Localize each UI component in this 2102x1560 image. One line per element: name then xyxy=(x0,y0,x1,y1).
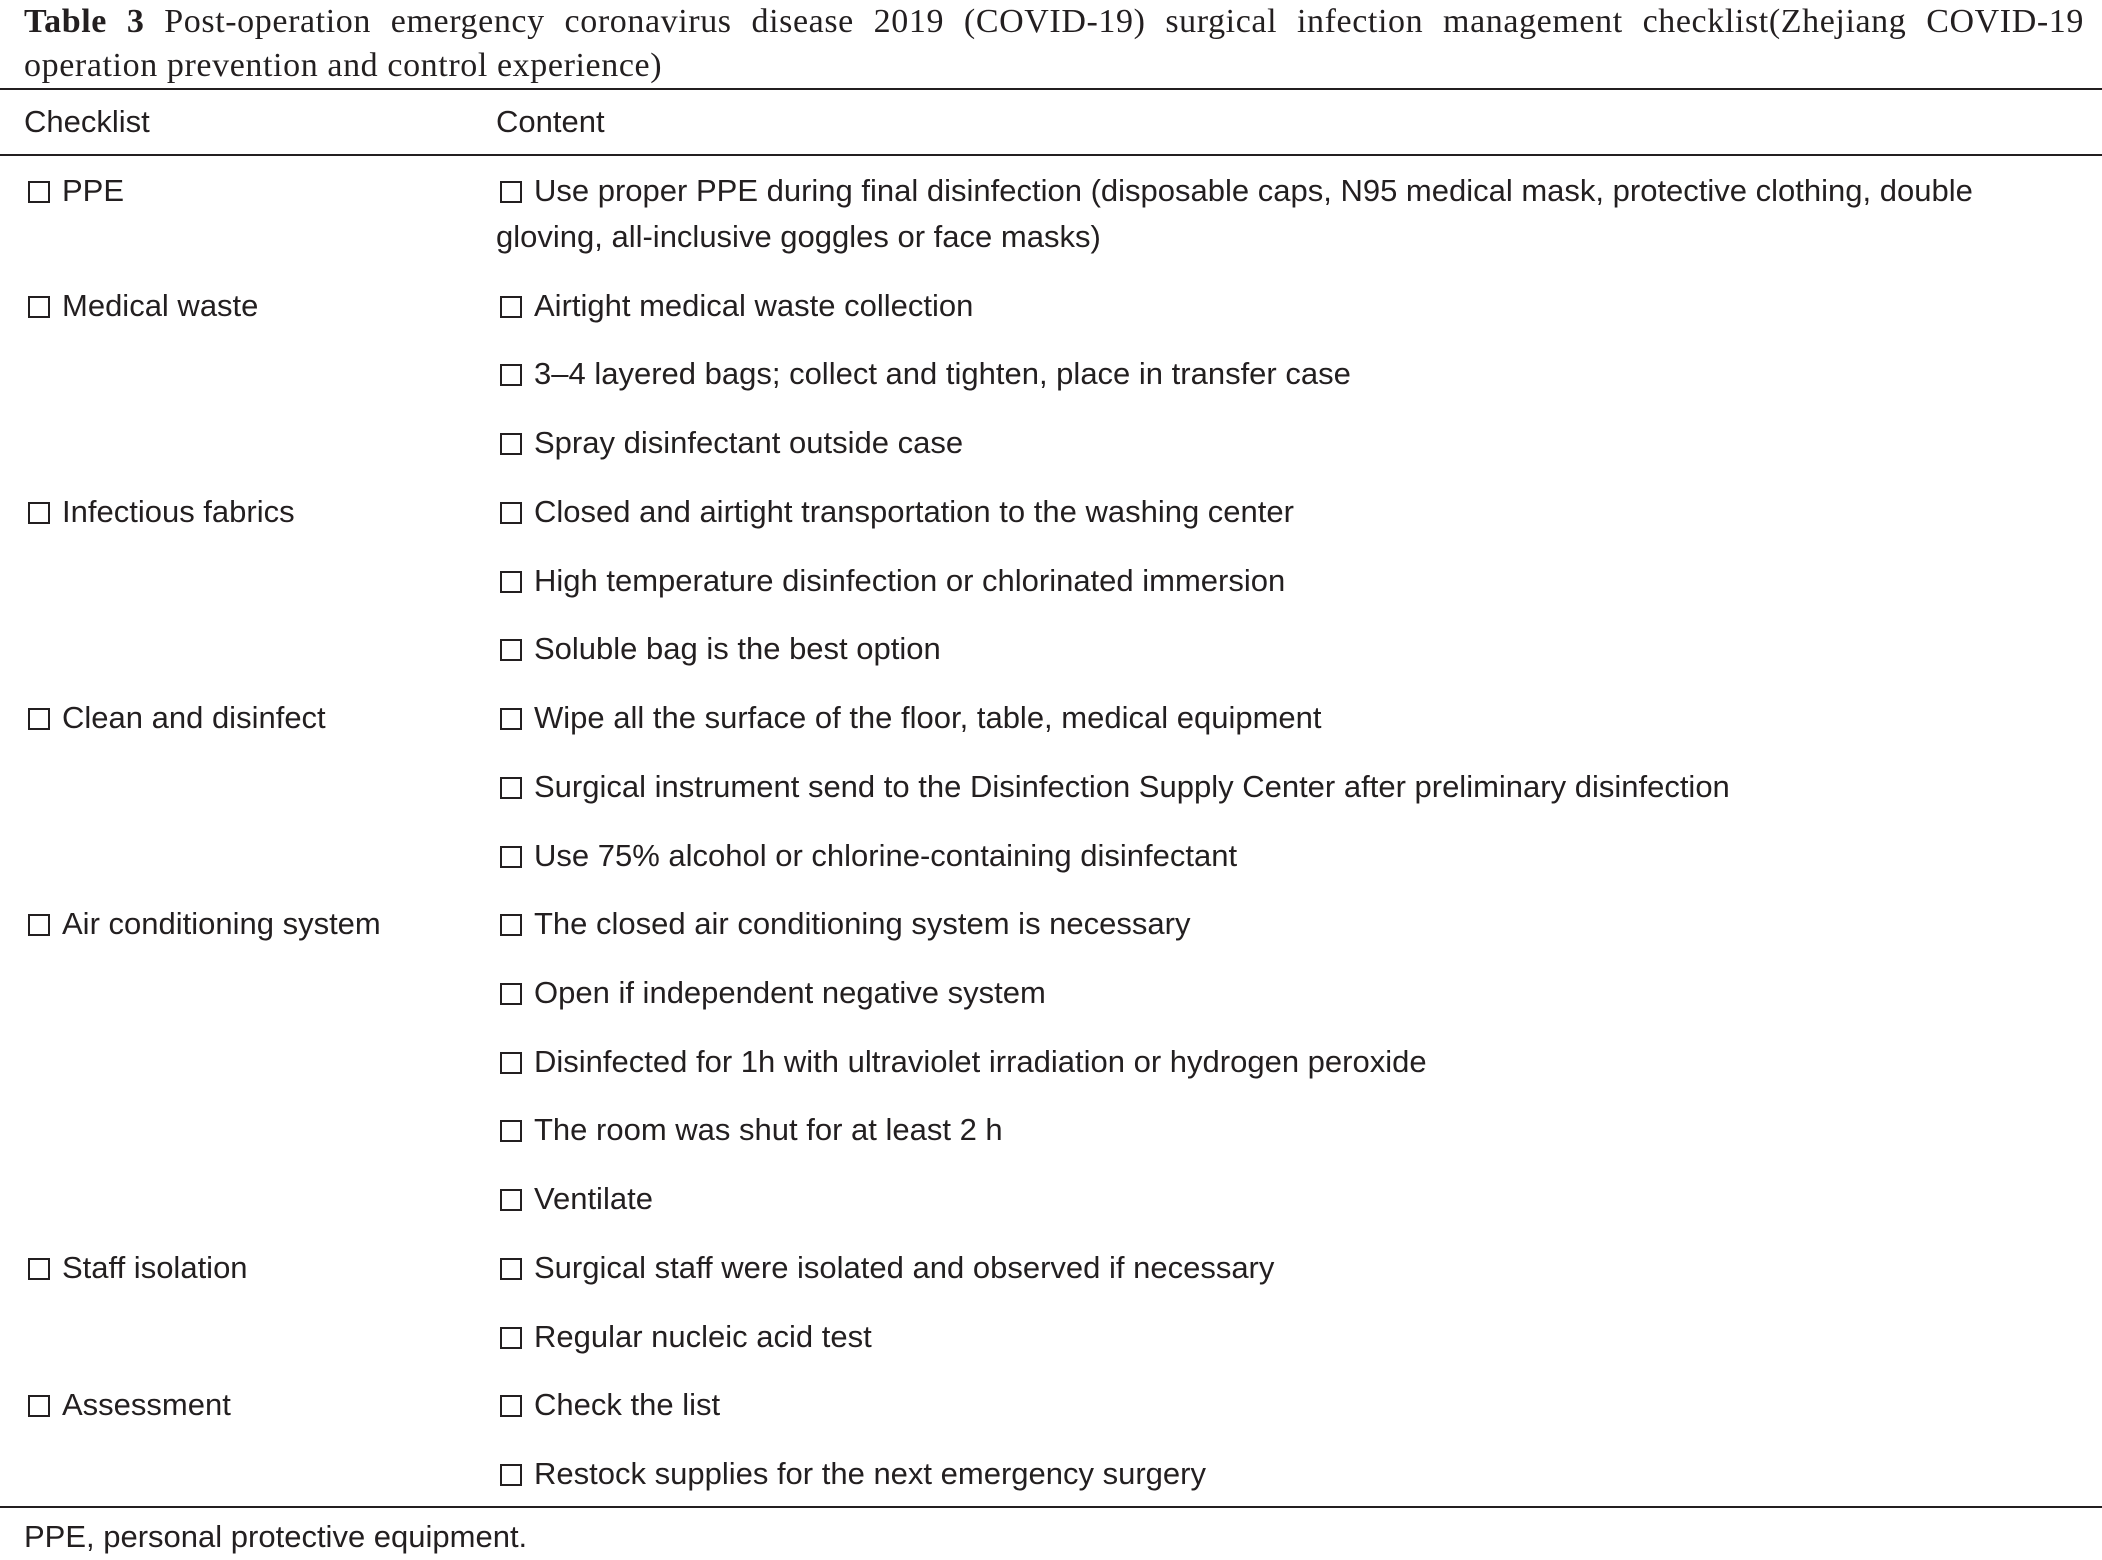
checklist-cell xyxy=(24,695,326,741)
content-text: Regular nucleic acid test xyxy=(534,1319,872,1354)
checkbox-icon xyxy=(500,1395,522,1417)
content-text: Ventilate xyxy=(534,1181,653,1216)
content-text: Spray disinfectant outside case xyxy=(534,425,964,460)
content-cell xyxy=(496,695,1322,741)
checkbox-icon xyxy=(500,777,522,799)
checklist-label: Assessment xyxy=(62,1387,231,1422)
checkbox-icon xyxy=(500,571,522,593)
checklist-cell xyxy=(24,901,381,947)
table-caption-label: Table 3 xyxy=(24,3,145,40)
content-cell xyxy=(496,626,941,672)
column-header-checklist: Checklist xyxy=(24,104,150,139)
content-text: Disinfected for 1h with ultraviolet irradiation or hydrogen peroxide xyxy=(534,1044,1427,1079)
checkbox-icon xyxy=(500,296,522,318)
content-text: Use proper PPE during final disinfection (disposable caps, N95 medical mask, protective clothing, double gloving, all-inclusive goggles or face masks) xyxy=(496,173,1973,254)
checkbox-icon xyxy=(500,639,522,661)
checkbox-icon xyxy=(28,1395,50,1417)
checkbox-icon xyxy=(500,181,522,203)
checkbox-icon xyxy=(500,1327,522,1349)
table-top-rule xyxy=(0,88,2102,90)
content-text: Closed and airtight transportation to the washing center xyxy=(534,494,1294,529)
checkbox-icon xyxy=(500,502,522,524)
checkbox-icon xyxy=(28,1258,50,1280)
content-text: Surgical instrument send to the Disinfection Supply Center after preliminary disinfection xyxy=(534,769,1730,804)
content-text: The closed air conditioning system is necessary xyxy=(534,906,1191,941)
checklist-label: PPE xyxy=(62,173,125,208)
checkbox-icon xyxy=(28,181,50,203)
checklist-label: Infectious fabrics xyxy=(62,494,295,529)
content-cell xyxy=(496,833,1237,879)
content-text: The room was shut for at least 2 h xyxy=(534,1112,1003,1147)
content-cell xyxy=(496,1451,1206,1497)
checkbox-icon xyxy=(500,708,522,730)
checkbox-icon xyxy=(500,1258,522,1280)
checklist-label: Staff isolation xyxy=(62,1250,248,1285)
content-text: Surgical staff were isolated and observed if necessary xyxy=(534,1250,1275,1285)
checklist-cell xyxy=(24,489,295,535)
table-footnote: PPE, personal protective equipment. xyxy=(24,1519,528,1554)
header-rule xyxy=(0,154,2102,156)
checkbox-icon xyxy=(28,502,50,524)
content-cell xyxy=(496,283,973,329)
checklist-label: Medical waste xyxy=(62,288,259,323)
content-text: High temperature disinfection or chlorinated immersion xyxy=(534,563,1286,598)
table-bottom-rule xyxy=(0,1506,2102,1508)
checkbox-icon xyxy=(28,914,50,936)
checkbox-icon xyxy=(500,1189,522,1211)
checkbox-icon xyxy=(500,1052,522,1074)
column-header-content: Content xyxy=(496,104,605,139)
content-cell xyxy=(496,420,963,466)
content-text: Open if independent negative system xyxy=(534,975,1046,1010)
content-cell xyxy=(496,901,1190,947)
checkbox-icon xyxy=(500,846,522,868)
content-text: Wipe all the surface of the floor, table, medical equipment xyxy=(534,700,1322,735)
content-cell xyxy=(496,1245,1274,1291)
table-caption-text: Post-operation emergency coronavirus disease 2019 (COVID-19) surgical infection management checklist(Zhejiang COVID-19 operation prevention and control experience) xyxy=(24,3,2084,84)
checklist-cell xyxy=(24,1382,231,1428)
content-cell xyxy=(496,1176,653,1222)
content-cell xyxy=(496,970,1046,1016)
content-cell xyxy=(496,351,1351,397)
checkbox-icon xyxy=(500,1464,522,1486)
checklist-cell xyxy=(24,283,258,329)
checkbox-icon xyxy=(28,708,50,730)
content-text: Check the list xyxy=(534,1387,721,1422)
checkbox-icon xyxy=(500,914,522,936)
content-cell xyxy=(496,168,2056,260)
content-cell xyxy=(496,1382,720,1428)
content-text: 3–4 layered bags; collect and tighten, place in transfer case xyxy=(534,356,1351,391)
content-text: Use 75% alcohol or chlorine-containing disinfectant xyxy=(534,838,1238,873)
content-cell xyxy=(496,489,1294,535)
content-cell xyxy=(496,764,1730,810)
checkbox-icon xyxy=(28,296,50,318)
content-cell xyxy=(496,1107,1003,1153)
checkbox-icon xyxy=(500,983,522,1005)
content-cell xyxy=(496,1314,872,1360)
checkbox-icon xyxy=(500,1120,522,1142)
checkbox-icon xyxy=(500,433,522,455)
content-text: Airtight medical waste collection xyxy=(534,288,974,323)
checklist-cell xyxy=(24,1245,248,1291)
content-text: Restock supplies for the next emergency surgery xyxy=(534,1456,1206,1491)
table-caption xyxy=(24,0,2084,88)
checklist-label: Air conditioning system xyxy=(62,906,381,941)
content-text: Soluble bag is the best option xyxy=(534,631,941,666)
content-cell xyxy=(496,1039,1427,1085)
checklist-cell xyxy=(24,168,124,214)
checkbox-icon xyxy=(500,364,522,386)
checklist-label: Clean and disinfect xyxy=(62,700,326,735)
content-cell xyxy=(496,558,1285,604)
